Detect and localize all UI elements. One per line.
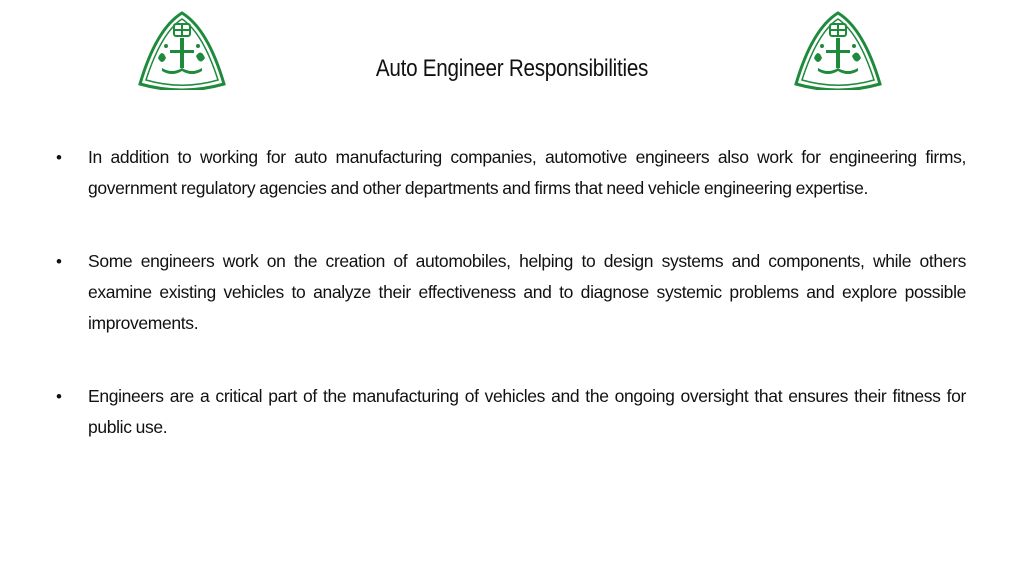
bullet-marker: • xyxy=(56,387,62,406)
bullet-marker: • xyxy=(56,148,62,167)
bullet-text: Some engineers work on the creation of automobiles, helping to design systems and components, while others examine existing vehicles to analyze their effectiveness and to diagnose systemic problems and explore possible improvements. xyxy=(88,251,966,333)
bullet-marker: • xyxy=(56,252,62,271)
list-item xyxy=(56,381,966,443)
bullet-list xyxy=(56,142,966,485)
bullet-text: In addition to working for auto manufacturing companies, automotive engineers also work for engineering firms, government regulatory agencies and other departments and firms that need vehicle engineering expertise. xyxy=(88,147,966,198)
bullet-text: Engineers are a critical part of the manufacturing of vehicles and the ongoing oversight that ensures their fitness for public use. xyxy=(88,386,966,437)
list-item xyxy=(56,246,966,339)
list-item xyxy=(56,142,966,204)
slide-title: Auto Engineer Responsibilities xyxy=(375,55,649,82)
